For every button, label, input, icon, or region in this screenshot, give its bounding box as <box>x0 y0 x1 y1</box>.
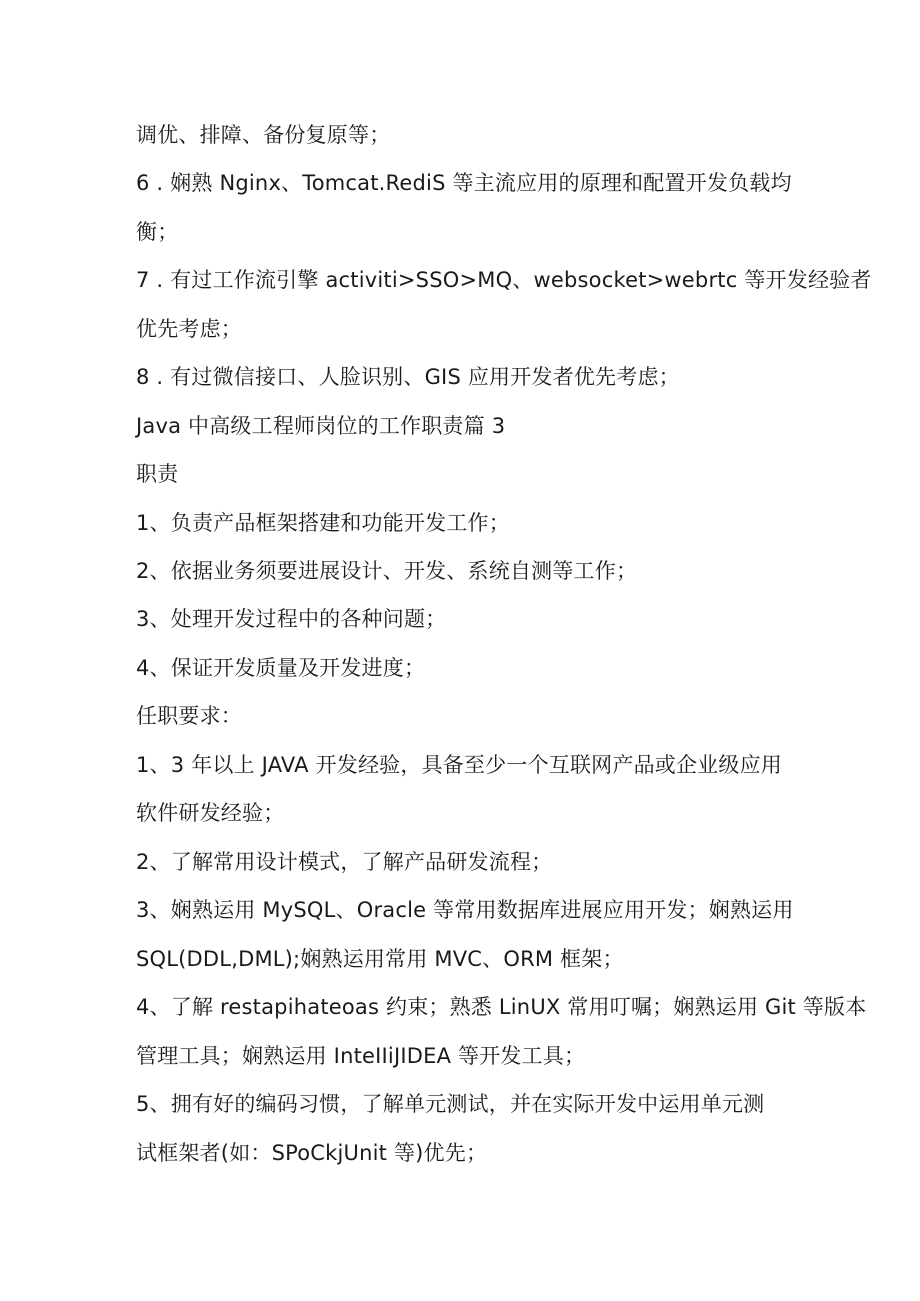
text-line-20: 管理工具；娴熟运用 InteIIiJIDEA 等开发工具； <box>136 1044 586 1068</box>
text-line-21: 5、拥有好的编码习惯，了解单元测试，并在实际开发中运用单元测 <box>136 1092 765 1116</box>
text-line-6: 8 . 有过微信接口、人脸识别、GIS 应用开发者优先考虑； <box>136 365 680 389</box>
text-line-11: 3、处理开发过程中的各种问题； <box>136 607 447 631</box>
text-line-16: 2、了解常用设计模式，了解产品研发流程； <box>136 850 553 874</box>
text-line-13: 任职要求： <box>136 704 242 728</box>
text-line-22: 试框架者(如：SPoCkjUnit 等)优先； <box>136 1141 488 1165</box>
text-line-3: 衡； <box>136 220 179 244</box>
text-line-8: 职责 <box>136 462 179 486</box>
text-line-1: 调优、排障、备份复原等； <box>136 123 391 147</box>
text-line-10: 2、依据业务须要进展设计、开发、系统自测等工作； <box>136 559 638 583</box>
text-line-14: 1、3 年以上 JAVA 开发经验，具备至少一个互联网产品或企业级应用 <box>136 753 782 777</box>
text-line-2: 6 . 娴熟 Nginx、Tomcat.RediS 等主流应用的原理和配置开发负载均 <box>136 171 792 195</box>
text-line-15: 软件研发经验； <box>136 801 285 825</box>
text-line-12: 4、保证开发质量及开发进度； <box>136 656 426 680</box>
text-line-4: 7 . 有过工作流引擎 activiti>SSO>MQ、websocket>webrtc 等开发经验者 <box>136 268 872 292</box>
text-line-5: 优先考虑； <box>136 317 242 341</box>
text-line-18: SQL(DDL,DML);娴熟运用常用 MVC、ORM 框架； <box>136 947 624 971</box>
section-heading: Java 中高级工程师岗位的工作职责篇 3 <box>136 414 506 438</box>
text-line-17: 3、娴熟运用 MySQL、Oracle 等常用数据库进展应用开发；娴熟运用 <box>136 898 794 922</box>
text-line-9: 1、负责产品框架搭建和功能开发工作； <box>136 511 510 535</box>
text-line-19: 4、了解 restapihateoas 约束；熟悉 LinUX 常用叮嘱；娴熟运用 Git 等版本 <box>136 995 867 1019</box>
